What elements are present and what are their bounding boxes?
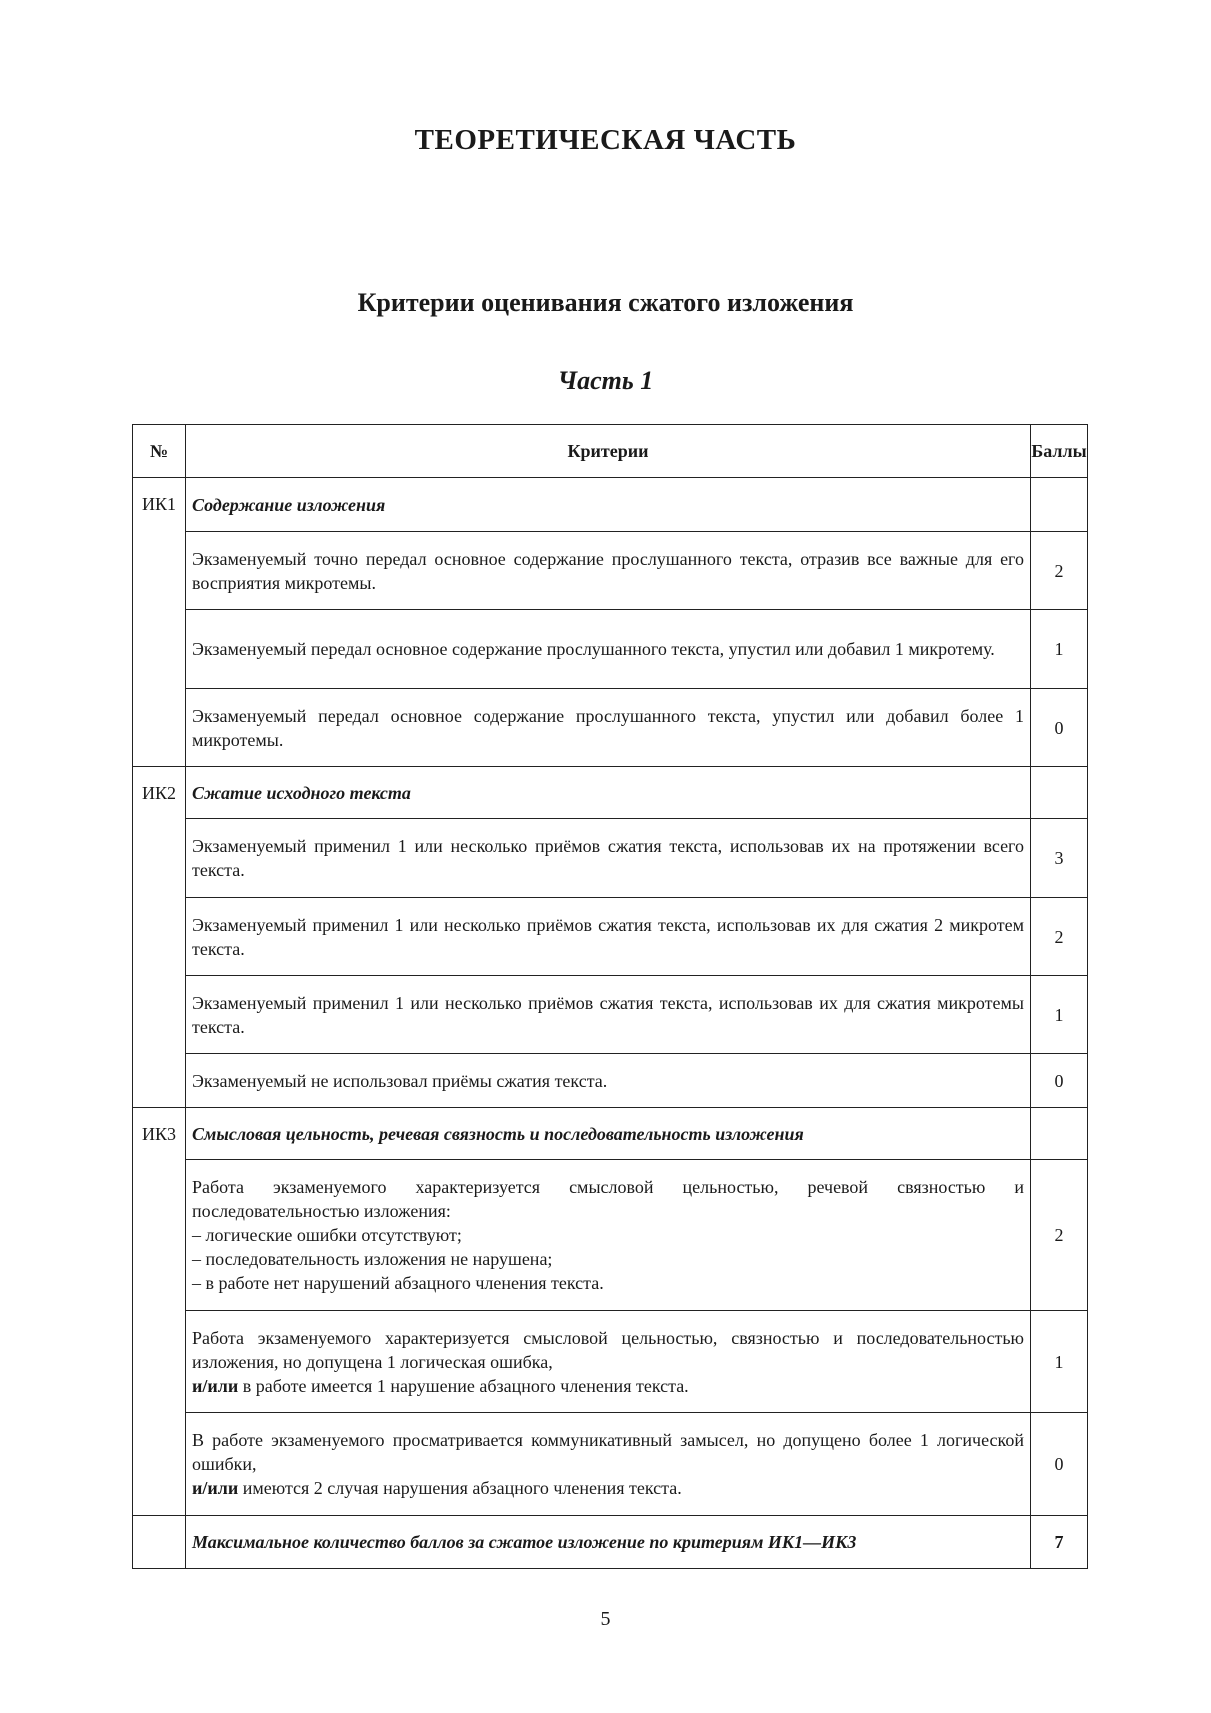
- table-row: [133, 532, 1088, 610]
- description-tail: имеются 2 случая нарушения абзацного членения текста.: [238, 1478, 682, 1498]
- page-number: 5: [600, 1608, 611, 1630]
- part-title: Часть 1: [557, 366, 654, 395]
- description-line: [192, 1374, 1024, 1398]
- description-tail: в работе имеется 1 нарушение абзацного членения текста.: [238, 1375, 689, 1396]
- total-label: Максимальное количество баллов за сжатое изложение по критериям ИК1—ИК3: [186, 1516, 1031, 1569]
- criterion-code: ИК2: [133, 767, 186, 1108]
- points-cell-empty: [1031, 1108, 1088, 1160]
- criterion-description: [186, 976, 1031, 1054]
- table-header-row: [133, 425, 1088, 478]
- description-line: В работе экзаменуемого просматривается коммуникативный замысел, но допущено более 1 логической ошибки,: [192, 1430, 1024, 1474]
- description-line: Работа экзаменуемого характеризуется смысловой цельностью, связностью и последовательностью изложения, но допущена 1 логическая ошибка,: [192, 1327, 1024, 1372]
- bold-conjunction: и/или: [192, 1478, 239, 1498]
- points-value: 2: [1031, 898, 1088, 976]
- table-row: [133, 1054, 1088, 1108]
- criterion-description: [186, 819, 1031, 898]
- table-row: [133, 1160, 1088, 1311]
- criterion-description: [186, 610, 1031, 689]
- points-value: 0: [1031, 1413, 1088, 1516]
- description-line: – в работе нет нарушений абзацного членения текста.: [192, 1273, 604, 1293]
- table-row: [133, 898, 1088, 976]
- points-value: 1: [1031, 1311, 1088, 1413]
- criterion-title: Смысловая цельность, речевая связность и последовательность изложения: [186, 1108, 1031, 1160]
- criterion-description: [186, 689, 1031, 767]
- criterion-description: [186, 532, 1031, 610]
- description-line: Экзаменуемый передал основное содержание прослушанного текста, упустил или добавил 1 микротему.: [192, 639, 995, 659]
- bold-conjunction: и/или: [192, 1375, 239, 1396]
- total-row: [133, 1516, 1088, 1569]
- description-line: – логические ошибки отсутствуют;: [192, 1225, 462, 1245]
- criterion-description: [186, 1311, 1031, 1413]
- criterion-description: [186, 1413, 1031, 1516]
- points-value: 1: [1031, 976, 1088, 1054]
- total-points: 7: [1031, 1516, 1088, 1569]
- points-value: 2: [1031, 532, 1088, 610]
- total-num-empty: [133, 1516, 186, 1569]
- points-value: 0: [1031, 1054, 1088, 1108]
- description-line: Экзаменуемый применил 1 или несколько приёмов сжатия текста, использовав их для сжатия микротемы текста.: [192, 992, 1024, 1037]
- criterion-code: ИК3: [133, 1108, 186, 1516]
- points-value: 0: [1031, 689, 1088, 767]
- section-row: [133, 478, 1088, 532]
- table-row: [133, 976, 1088, 1054]
- points-value: 2: [1031, 1160, 1088, 1311]
- criterion-title: Содержание изложения: [186, 478, 1031, 532]
- criterion-title: Сжатие исходного текста: [186, 767, 1031, 819]
- description-line: Работа экзаменуемого характеризуется смысловой цельностью, речевой связностью и последовательностью изложения:: [192, 1177, 1024, 1221]
- description-line: – последовательность изложения не нарушена;: [192, 1249, 553, 1269]
- section-row: [133, 1108, 1088, 1160]
- description-line: Экзаменуемый передал основное содержание прослушанного текста, упустил или добавил более 1 микротемы.: [192, 705, 1024, 750]
- header-points: Баллы: [1031, 425, 1088, 478]
- points-value: 3: [1031, 819, 1088, 898]
- table-row: [133, 689, 1088, 767]
- description-line: Экзаменуемый не использовал приёмы сжатия текста.: [192, 1070, 608, 1091]
- table-row: [133, 1311, 1088, 1413]
- description-line: [192, 1476, 1024, 1500]
- description-line: Экзаменуемый применил 1 или несколько приёмов сжатия текста, использовав их на протяжении всего текста.: [192, 836, 1024, 880]
- table-row: [133, 1413, 1088, 1516]
- criterion-code: ИК1: [133, 478, 186, 767]
- section-title: Критерии оценивания сжатого изложения: [357, 288, 854, 317]
- criterion-description: [186, 1054, 1031, 1108]
- header-num: №: [133, 425, 186, 478]
- table-row: [133, 610, 1088, 689]
- header-criteria: Критерии: [186, 425, 1031, 478]
- criterion-description: [186, 1160, 1031, 1311]
- section-row: [133, 767, 1088, 819]
- page-title: ТЕОРЕТИЧЕСКАЯ ЧАСТЬ: [414, 124, 797, 156]
- criterion-description: [186, 898, 1031, 976]
- points-value: 1: [1031, 610, 1088, 689]
- description-line: Экзаменуемый применил 1 или несколько приёмов сжатия текста, использовав их для сжатия 2 микротем текста.: [192, 914, 1024, 959]
- criteria-table: [132, 424, 1088, 1569]
- description-line: Экзаменуемый точно передал основное содержание прослушанного текста, отразив все важные для его восприятия микротемы.: [192, 548, 1024, 593]
- points-cell-empty: [1031, 767, 1088, 819]
- points-cell-empty: [1031, 478, 1088, 532]
- table-row: [133, 819, 1088, 898]
